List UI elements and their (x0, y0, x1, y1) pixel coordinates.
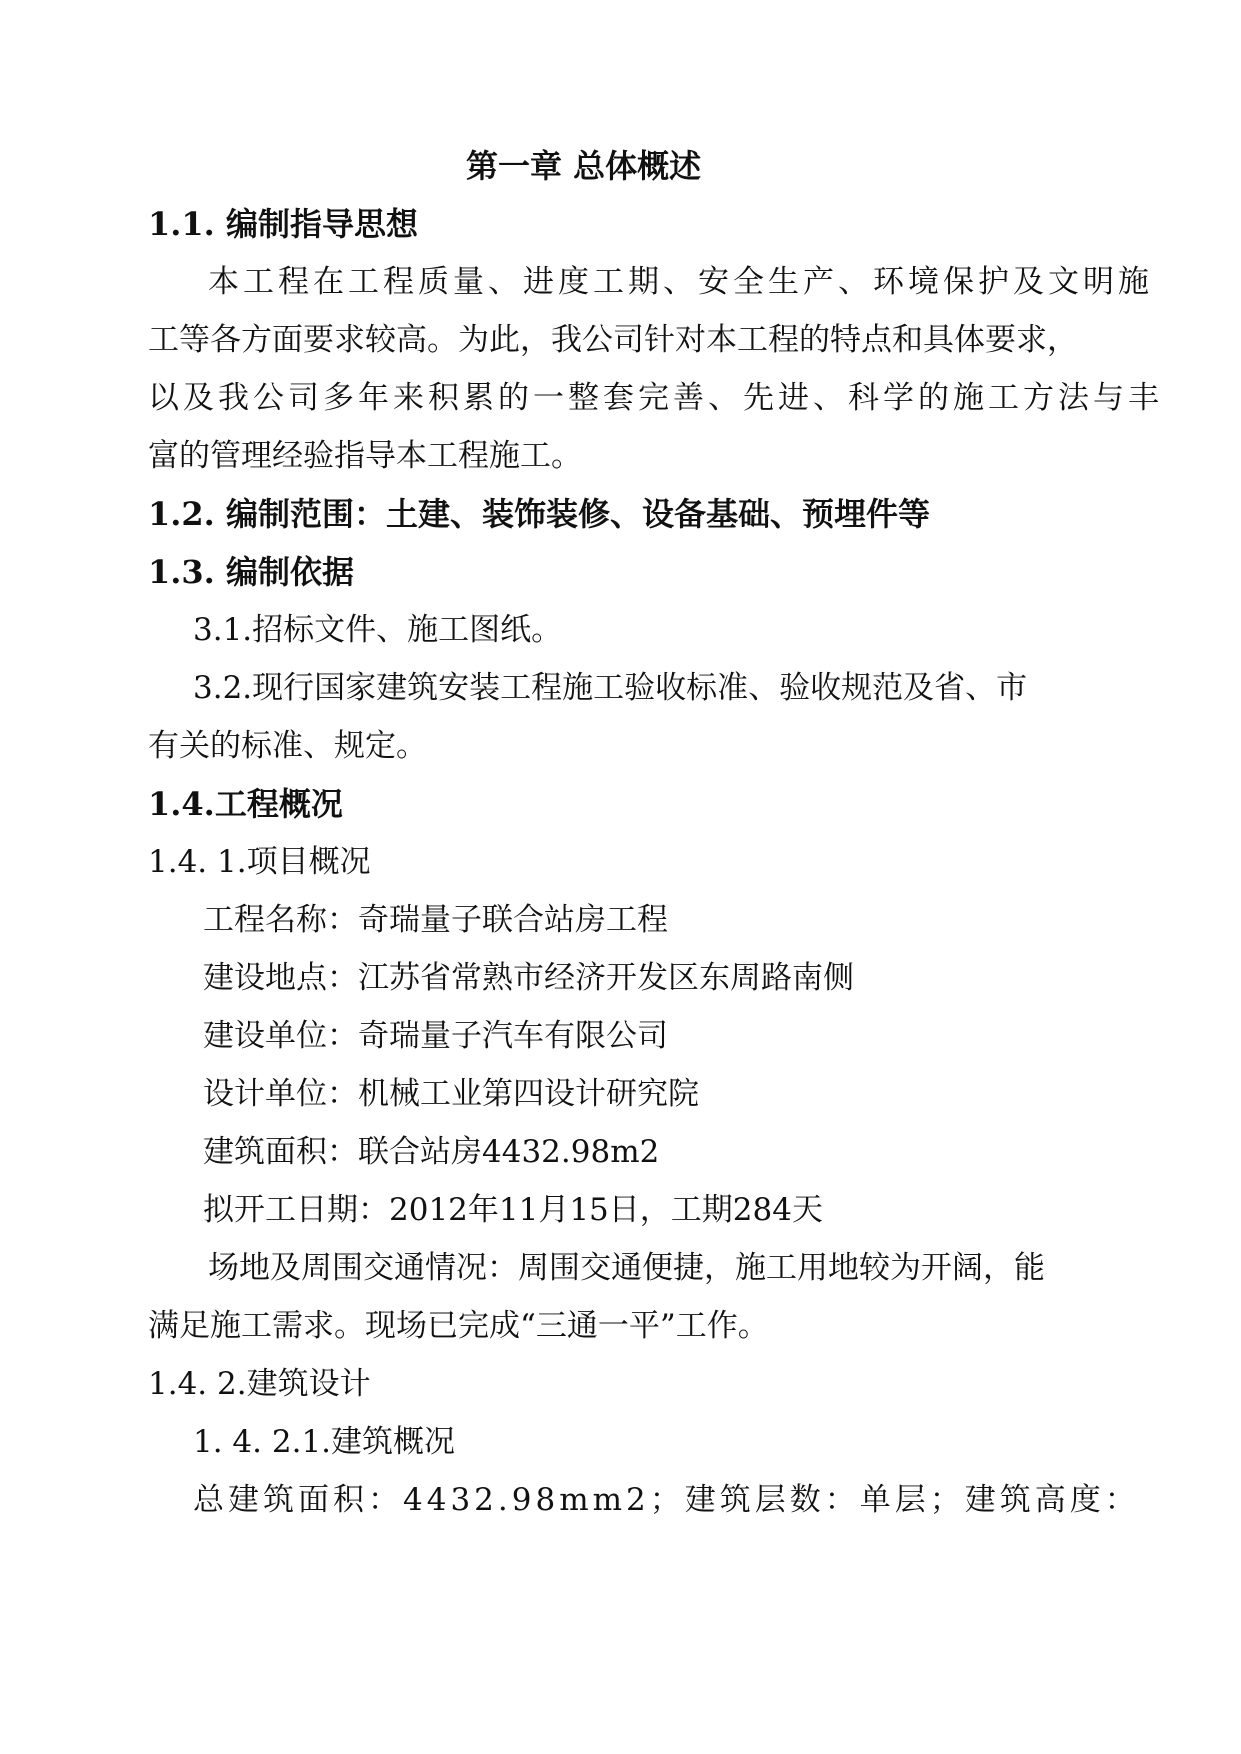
building-summary-line: 总建筑面积：4432.98mm2；建筑层数：单层；建筑高度： (193, 1482, 1140, 1518)
paragraph-line: 富的管理经验指导本工程施工。 (148, 438, 582, 474)
section-heading-1-2: 1.2. 编制范围：土建、装饰装修、设备基础、预埋件等 (148, 495, 930, 533)
chapter-title: 第一章 总体概述 (466, 147, 702, 185)
section-heading-1-1: 1.1. 编制指导思想 (148, 205, 418, 243)
subsection-heading-architecture: 1.4. 2.建筑设计 (148, 1366, 371, 1402)
paragraph-line: 工等各方面要求较高。为此，我公司针对本工程的特点和具体要求， (148, 322, 1078, 358)
basis-item-2: 3.2.现行国家建筑安装工程施工验收标准、验收规范及省、市 (193, 670, 1028, 706)
basis-item-2-continued: 有关的标准、规定。 (148, 728, 427, 764)
basis-item-1: 3.1.招标文件、施工图纸。 (193, 612, 563, 648)
subsection-heading-building-overview: 1. 4. 2.1.建筑概况 (193, 1424, 456, 1460)
paragraph-line: 以及我公司多年来积累的一整套完善、先进、科学的施工方法与丰 (148, 380, 1163, 416)
subsection-heading-project-overview: 1.4. 1.项目概况 (148, 844, 371, 880)
section-heading-1-3: 1.3. 编制依据 (148, 553, 354, 591)
project-field: 拟开工日期：2012年11月15日，工期284天 (203, 1192, 823, 1228)
project-field: 建筑面积：联合站房4432.98m2 (203, 1134, 660, 1170)
project-field: 工程名称：奇瑞量子联合站房工程 (203, 902, 668, 938)
traffic-paragraph: 场地及周围交通情况：周围交通便捷，施工用地较为开阔，能 (208, 1250, 1045, 1286)
traffic-paragraph-continued: 满足施工需求。现场已完成“三通一平”工作。 (148, 1308, 769, 1344)
project-field: 设计单位：机械工业第四设计研究院 (203, 1076, 699, 1112)
paragraph-line: 本工程在工程质量、进度工期、安全生产、环境保护及文明施 (208, 264, 1153, 300)
section-heading-1-4: 1.4.工程概况 (148, 785, 343, 823)
project-field: 建设地点：江苏省常熟市经济开发区东周路南侧 (203, 960, 854, 996)
project-field: 建设单位：奇瑞量子汽车有限公司 (203, 1018, 668, 1054)
